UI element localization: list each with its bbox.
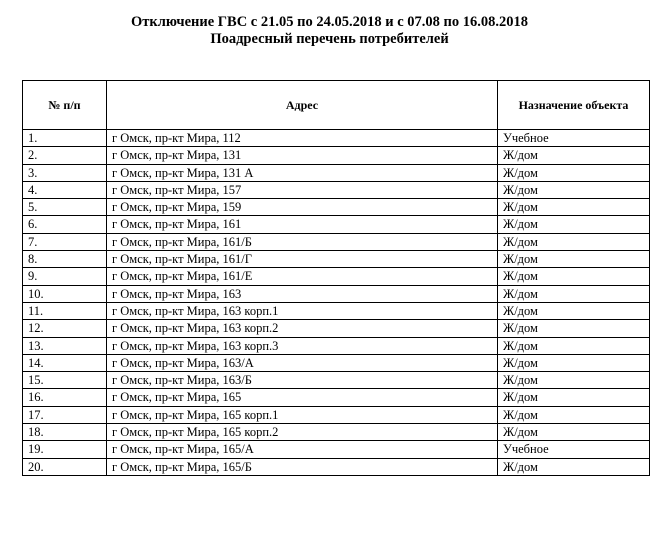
cell-purpose: Ж/дом	[498, 458, 650, 475]
cell-address: г Омск, пр-кт Мира, 161	[107, 216, 498, 233]
cell-purpose: Ж/дом	[498, 389, 650, 406]
table-row	[23, 285, 650, 302]
table-row	[23, 354, 650, 371]
cell-address: г Омск, пр-кт Мира, 165/А	[107, 441, 498, 458]
cell-num: 16.	[23, 389, 107, 406]
title-line-1: Отключение ГВС с 21.05 по 24.05.2018 и с 07.08 по 16.08.2018	[131, 14, 528, 30]
cell-num: 3.	[23, 164, 107, 181]
cell-num: 6.	[23, 216, 107, 233]
cell-num: 1.	[23, 130, 107, 147]
table-row	[23, 424, 650, 441]
table-header	[23, 81, 650, 130]
cell-num: 2.	[23, 147, 107, 164]
cell-num: 4.	[23, 181, 107, 198]
cell-purpose: Ж/дом	[498, 354, 650, 371]
cell-address: г Омск, пр-кт Мира, 112	[107, 130, 498, 147]
table-row	[23, 130, 650, 147]
cell-address: г Омск, пр-кт Мира, 163/А	[107, 354, 498, 371]
cell-purpose: Ж/дом	[498, 424, 650, 441]
cell-purpose: Ж/дом	[498, 216, 650, 233]
cell-purpose: Ж/дом	[498, 302, 650, 319]
header-row	[23, 81, 650, 130]
cell-purpose: Ж/дом	[498, 147, 650, 164]
cell-purpose: Ж/дом	[498, 406, 650, 423]
table-row	[23, 199, 650, 216]
table-row	[23, 233, 650, 250]
table-row	[23, 441, 650, 458]
title-line-2: Поадресный перечень потребителей	[210, 31, 449, 47]
cell-address: г Омск, пр-кт Мира, 157	[107, 181, 498, 198]
cell-address: г Омск, пр-кт Мира, 161/Г	[107, 251, 498, 268]
cell-purpose: Ж/дом	[498, 199, 650, 216]
cell-address: г Омск, пр-кт Мира, 163	[107, 285, 498, 302]
table-row	[23, 268, 650, 285]
header-purpose: Назначение объекта	[498, 81, 650, 130]
cell-purpose: Ж/дом	[498, 181, 650, 198]
document-title	[0, 14, 659, 48]
cell-purpose: Ж/дом	[498, 285, 650, 302]
cell-num: 19.	[23, 441, 107, 458]
table-row	[23, 458, 650, 475]
cell-num: 7.	[23, 233, 107, 250]
cell-num: 13.	[23, 337, 107, 354]
cell-num: 17.	[23, 406, 107, 423]
cell-purpose: Учебное	[498, 441, 650, 458]
cell-num: 11.	[23, 302, 107, 319]
cell-address: г Омск, пр-кт Мира, 163 корп.2	[107, 320, 498, 337]
cell-address: г Омск, пр-кт Мира, 163/Б	[107, 372, 498, 389]
consumers-table	[22, 80, 650, 476]
table-body	[23, 130, 650, 476]
cell-num: 8.	[23, 251, 107, 268]
cell-purpose: Ж/дом	[498, 268, 650, 285]
cell-address: г Омск, пр-кт Мира, 161/Е	[107, 268, 498, 285]
cell-num: 5.	[23, 199, 107, 216]
cell-address: г Омск, пр-кт Мира, 165 корп.2	[107, 424, 498, 441]
cell-num: 20.	[23, 458, 107, 475]
cell-purpose: Ж/дом	[498, 320, 650, 337]
cell-address: г Омск, пр-кт Мира, 131	[107, 147, 498, 164]
cell-address: г Омск, пр-кт Мира, 165	[107, 389, 498, 406]
cell-num: 15.	[23, 372, 107, 389]
cell-purpose: Ж/дом	[498, 251, 650, 268]
cell-address: г Омск, пр-кт Мира, 161/Б	[107, 233, 498, 250]
cell-address: г Омск, пр-кт Мира, 159	[107, 199, 498, 216]
cell-purpose: Ж/дом	[498, 164, 650, 181]
table-row	[23, 216, 650, 233]
header-num: № п/п	[23, 81, 107, 130]
cell-address: г Омск, пр-кт Мира, 163 корп.1	[107, 302, 498, 319]
table-row	[23, 251, 650, 268]
cell-address: г Омск, пр-кт Мира, 163 корп.3	[107, 337, 498, 354]
cell-purpose: Учебное	[498, 130, 650, 147]
cell-num: 10.	[23, 285, 107, 302]
table-row	[23, 302, 650, 319]
table-row	[23, 164, 650, 181]
cell-address: г Омск, пр-кт Мира, 165 корп.1	[107, 406, 498, 423]
table-row	[23, 147, 650, 164]
table-row	[23, 320, 650, 337]
cell-num: 14.	[23, 354, 107, 371]
table-row	[23, 406, 650, 423]
table-row	[23, 337, 650, 354]
cell-address: г Омск, пр-кт Мира, 165/Б	[107, 458, 498, 475]
cell-purpose: Ж/дом	[498, 233, 650, 250]
table-row	[23, 389, 650, 406]
table-row	[23, 372, 650, 389]
header-address: Адрес	[107, 81, 498, 130]
cell-num: 9.	[23, 268, 107, 285]
cell-address: г Омск, пр-кт Мира, 131 А	[107, 164, 498, 181]
cell-purpose: Ж/дом	[498, 372, 650, 389]
cell-num: 12.	[23, 320, 107, 337]
table-row	[23, 181, 650, 198]
cell-purpose: Ж/дом	[498, 337, 650, 354]
cell-num: 18.	[23, 424, 107, 441]
